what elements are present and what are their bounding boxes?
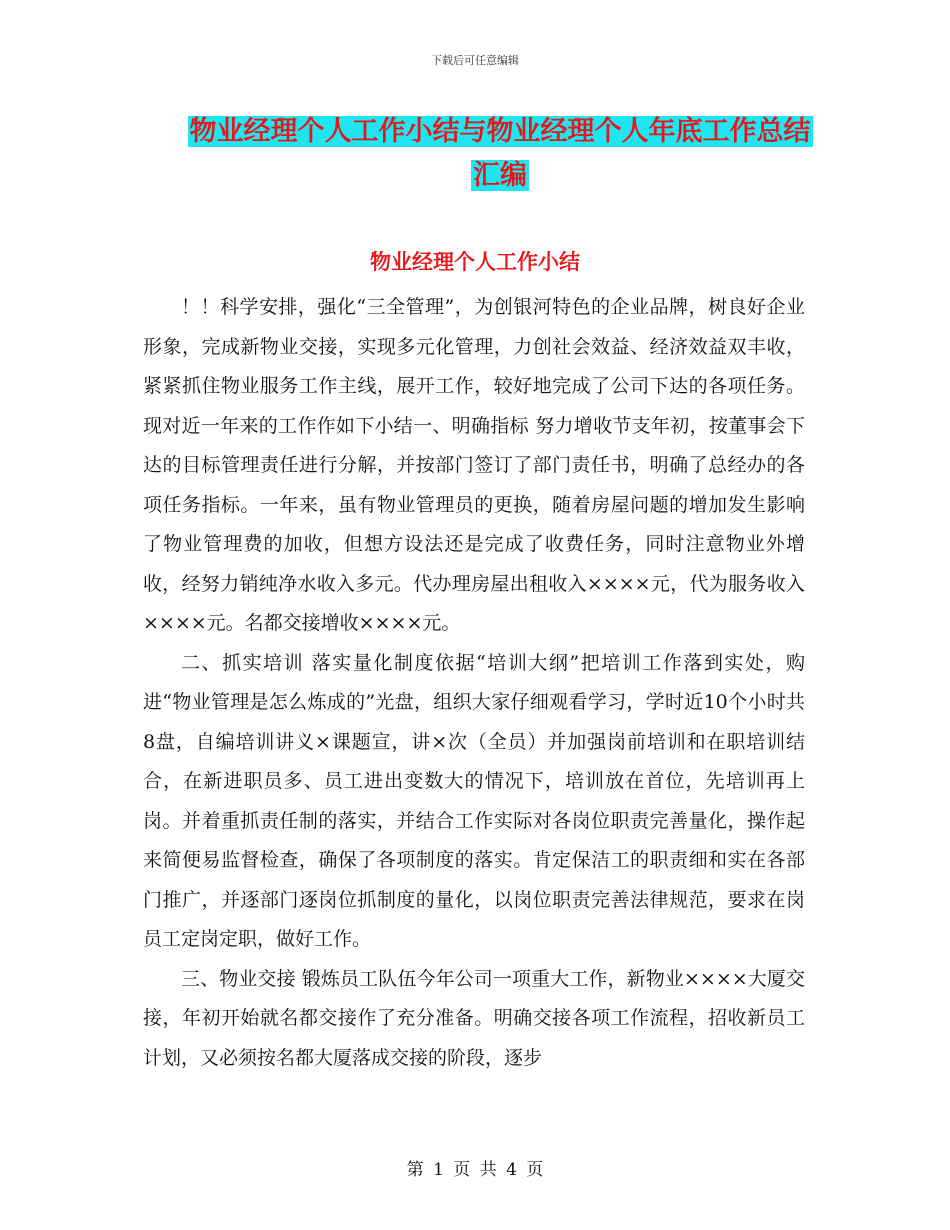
document-body [143,288,805,1078]
page-number-footer: 第 1 页 共 4 页 [406,1160,544,1180]
paragraph: 三、物业交接 锻炼员工队伍今年公司一项重大工作，新物业××××大厦交接，年初开始就名都交接作了充分准备。明确交接各项工作流程，招收新员工计划，又必须按名都大厦落成交接的阶段，逐步 [143,967,805,1069]
section-title: 物业经理个人工作小结 [370,249,580,274]
paragraph: 二、抓实培训 落实量化制度依据“培训大纲”把培训工作落到实处，购进“物业管理是怎么炼成的”光盘，组织大家仔细观看学习，学时近10个小时共8盘，自编培训讲义×课题宣，讲×次（全员）并加强岗前培训和在职培训结合，在新进职员多、员工进出变数大的情况下，培训放在首位，先培训再上岗。并着重抓责任制的落实，并结合工作实际对各岗位职责完善量化，操作起来简便易监督检查，确保了各项制度的落实。肯定保洁工的职责细和实在各部门推广，并逐部门逐岗位抓制度的量化，以岗位职责完善法律规范，要求在岗员工定岗定职，做好工作。 [143,651,805,950]
document-title-line-2: 汇编 [473,160,527,191]
paragraph: ！！科学安排，强化“三全管理”，为创银河特色的企业品牌，树良好企业形象，完成新物业交接，实现多元化管理，力创社会效益、经济效益双丰收，紧紧抓住物业服务工作主线，展开工作，较好地完成了公司下达的各项任务。现对近一年来的工作作如下小结一、明确指标 努力增收节支年初，按董事会下达的目标管理责任进行分解，并按部门签订了部门责任书，明确了总经办的各项任务指标。一年来，虽有物业管理员的更换，随着房屋问题的增加发生影响了物业管理费的加收，但想方设法还是完成了收费任务，同时注意物业外增收，经努力销纯净水收入多元。代办理房屋出租收入××××元，代为服务收入××××元。名都交接增收××××元。 [143,296,805,634]
page-header-note: 下载后可任意编辑 [431,54,519,67]
document-title-line-1: 物业经理个人工作小结与物业经理个人年底工作总结 [189,116,811,147]
document-title [150,110,850,198]
